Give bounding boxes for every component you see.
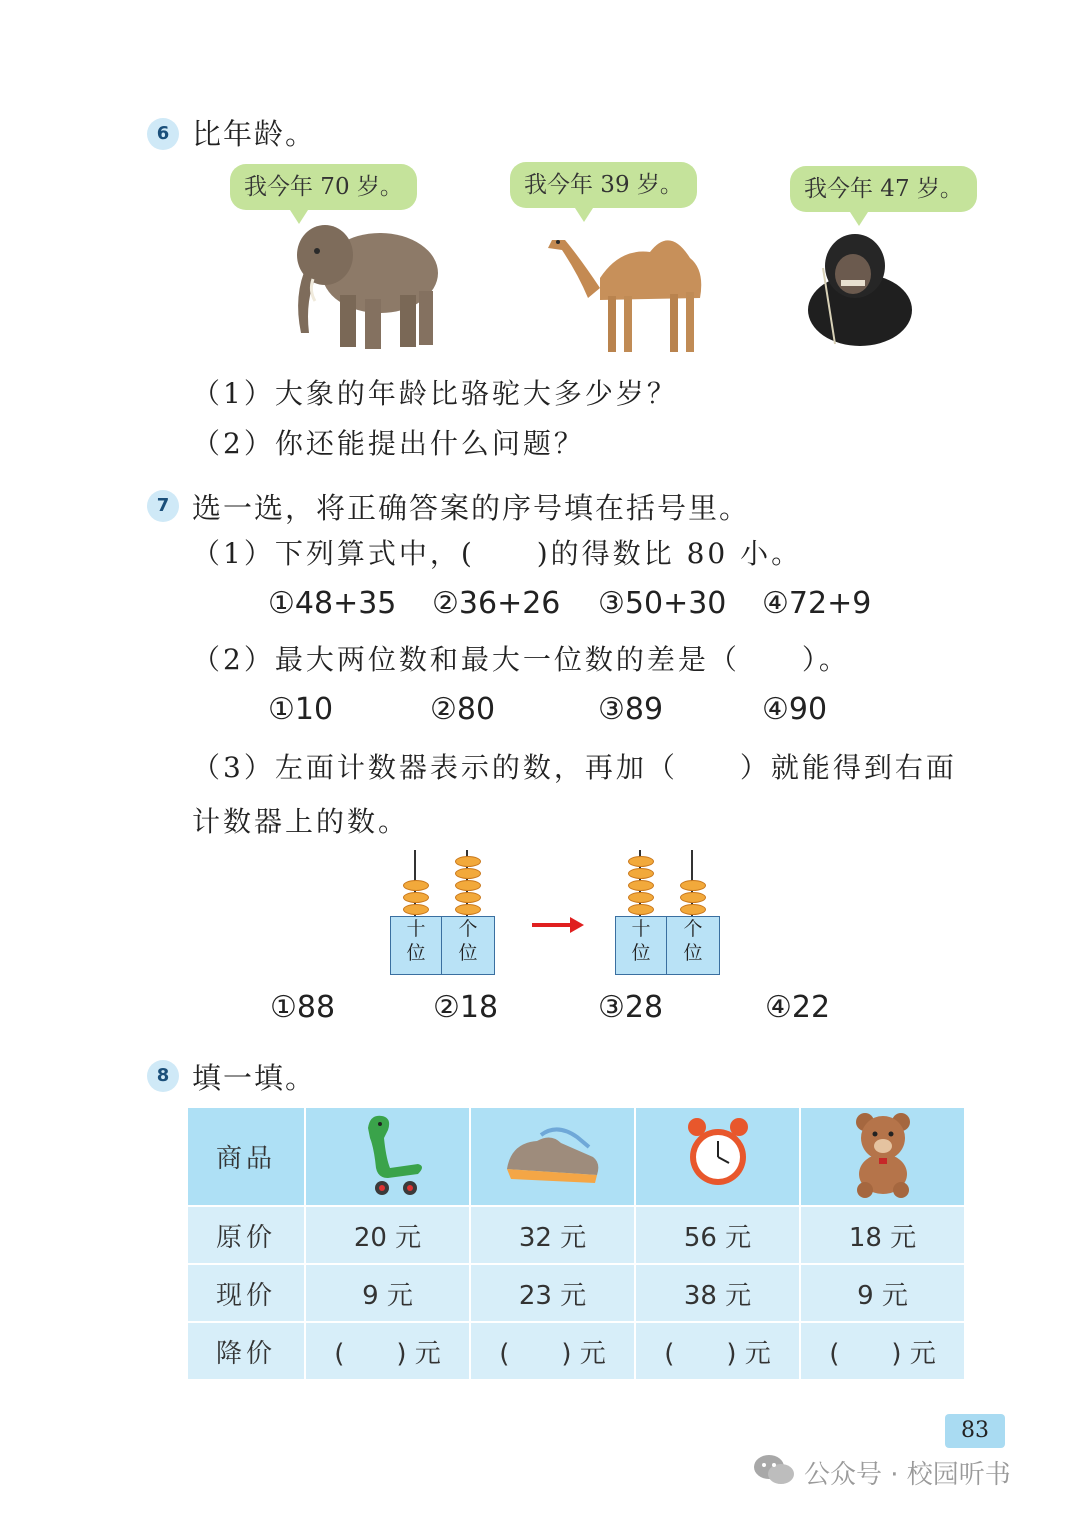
table-cell: 9 元 <box>305 1264 470 1322</box>
shoes-icon <box>501 1113 605 1193</box>
abacus-right-tens-label: 十 位 <box>615 916 667 975</box>
row-label: 降价 <box>187 1322 305 1380</box>
q1-option-3: ③50+30 <box>598 586 727 621</box>
abacus-bead <box>680 904 706 915</box>
abacus-bead <box>455 868 481 879</box>
table-cell: 23 元 <box>470 1264 635 1322</box>
abacus-bead <box>403 904 429 915</box>
q3-option-1: ①88 <box>270 990 336 1025</box>
problem-7-question-2: （2）最大两位数和最大一位数的差是（ ）。 <box>192 643 850 676</box>
item-cell <box>800 1107 965 1206</box>
answer-blank[interactable]: ( ) 元 <box>800 1322 965 1380</box>
problem-8-number: 8 <box>147 1060 179 1092</box>
item-cell <box>635 1107 800 1206</box>
q3-option-3: ③28 <box>598 990 664 1025</box>
abacus-bead <box>628 856 654 867</box>
abacus-right-tens-beads <box>628 850 654 916</box>
problem-7-question-3-line-2: 计数器上的数。 <box>192 805 410 838</box>
table-cell: 18 元 <box>800 1206 965 1264</box>
table-row-original-price <box>187 1206 965 1264</box>
abacus-bead <box>455 904 481 915</box>
table-row-discount <box>187 1322 965 1380</box>
camel-speech-bubble: 我今年 39 岁。 <box>510 162 697 208</box>
problem-8-title: 填一填。 <box>192 1061 317 1095</box>
problem-7-number: 7 <box>147 490 179 522</box>
abacus-right <box>615 850 719 975</box>
abacus-bead <box>680 880 706 891</box>
q1-option-4: ④72+9 <box>762 586 872 621</box>
table-cell: 32 元 <box>470 1206 635 1264</box>
header-label: 商品 <box>187 1107 305 1206</box>
answer-blank[interactable]: ( ) 元 <box>635 1322 800 1380</box>
abacus-left <box>390 850 494 975</box>
problem-6-number: 6 <box>147 118 179 150</box>
q1-option-1: ①48+35 <box>268 586 397 621</box>
q3-option-4: ④22 <box>765 990 831 1025</box>
abacus-bead <box>628 892 654 903</box>
q3-option-2: ②18 <box>433 990 499 1025</box>
problem-7-title: 选一选，将正确答案的序号填在括号里。 <box>192 491 751 525</box>
price-table <box>186 1106 966 1381</box>
row-label: 现价 <box>187 1264 305 1322</box>
abacus-left-tens-label: 十 位 <box>390 916 442 975</box>
q2-option-4: ④90 <box>762 692 828 727</box>
right-arrow-icon <box>530 915 586 935</box>
abacus-bead <box>455 856 481 867</box>
answer-blank[interactable]: ( ) 元 <box>470 1322 635 1380</box>
abacus-bead <box>455 880 481 891</box>
page-number: 83 <box>945 1414 1005 1448</box>
table-cell: 20 元 <box>305 1206 470 1264</box>
table-header-row <box>187 1107 965 1206</box>
item-cell <box>470 1107 635 1206</box>
table-row-current-price <box>187 1264 965 1322</box>
abacus-bead <box>628 868 654 879</box>
chimp-speech-bubble: 我今年 47 岁。 <box>790 166 977 212</box>
dinosaur-toy-icon <box>348 1108 428 1198</box>
problem-7-question-3-line-1: （3）左面计数器表示的数，再加（ ）就能得到右面 <box>192 751 957 784</box>
abacus-bead <box>628 904 654 915</box>
abacus-right-ones-beads <box>680 850 706 916</box>
problem-6-question-2: （2）你还能提出什么问题？ <box>192 427 585 460</box>
abacus-left-ones-label: 个 位 <box>441 916 495 975</box>
table-cell: 9 元 <box>800 1264 965 1322</box>
camel-icon <box>540 218 715 358</box>
abacus-bead <box>455 892 481 903</box>
elephant-icon <box>285 215 445 355</box>
teddy-bear-icon <box>845 1108 921 1198</box>
problem-7-question-1: （1）下列算式中，( )的得数比 80 小。 <box>192 537 803 570</box>
abacus-right-ones-label: 个 位 <box>666 916 720 975</box>
wechat-icon <box>752 1452 798 1488</box>
q2-option-1: ①10 <box>268 692 334 727</box>
row-label: 原价 <box>187 1206 305 1264</box>
bubble-tail <box>850 212 868 226</box>
item-cell <box>305 1107 470 1206</box>
alarm-clock-icon <box>683 1109 753 1197</box>
table-cell: 38 元 <box>635 1264 800 1322</box>
problem-6-title: 比年龄。 <box>192 117 317 151</box>
watermark-text: 公众号 · 校园听书 <box>804 1460 1011 1490</box>
abacus-left-tens-beads <box>403 850 429 916</box>
elephant-speech-bubble: 我今年 70 岁。 <box>230 164 417 210</box>
q2-option-2: ②80 <box>430 692 496 727</box>
q1-option-2: ②36+26 <box>432 586 561 621</box>
abacus-bead <box>403 880 429 891</box>
q2-option-3: ③89 <box>598 692 664 727</box>
abacus-bead <box>680 892 706 903</box>
abacus-bead <box>403 892 429 903</box>
abacus-left-ones-beads <box>455 850 481 916</box>
answer-blank[interactable]: ( ) 元 <box>305 1322 470 1380</box>
table-cell: 56 元 <box>635 1206 800 1264</box>
abacus-bead <box>628 880 654 891</box>
chimpanzee-icon <box>805 228 915 346</box>
problem-6-question-1: （1）大象的年龄比骆驼大多少岁？ <box>192 377 678 410</box>
